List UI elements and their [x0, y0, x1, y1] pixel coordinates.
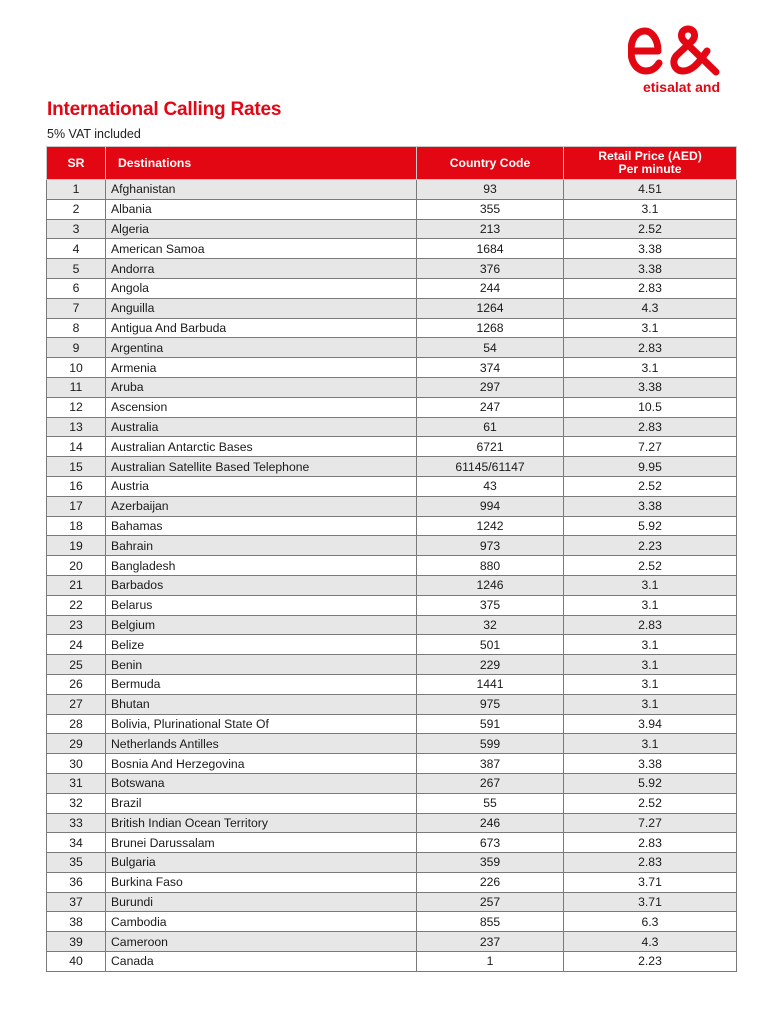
row-destination: Australian Antarctic Bases [106, 437, 417, 457]
row-price: 4.3 [564, 298, 737, 318]
row-price: 2.23 [564, 536, 737, 556]
row-destination: Cameroon [106, 932, 417, 952]
row-sr: 29 [47, 734, 106, 754]
table-row [47, 417, 737, 437]
row-destination: Cambodia [106, 912, 417, 932]
row-sr: 15 [47, 457, 106, 477]
row-price: 4.51 [564, 180, 737, 200]
table-row [47, 397, 737, 417]
header-country-code: Country Code [417, 147, 564, 180]
row-destination: Azerbaijan [106, 496, 417, 516]
row-destination: Canada [106, 952, 417, 972]
row-country-code: 43 [417, 476, 564, 496]
row-destination: Bahamas [106, 516, 417, 536]
table-row [47, 674, 737, 694]
row-country-code: 994 [417, 496, 564, 516]
row-price: 7.27 [564, 437, 737, 457]
table-row [47, 694, 737, 714]
row-sr: 19 [47, 536, 106, 556]
row-country-code: 387 [417, 754, 564, 774]
row-destination: Austria [106, 476, 417, 496]
row-sr: 25 [47, 655, 106, 675]
row-price: 2.83 [564, 853, 737, 873]
header-price-line1: Retail Price (AED) [598, 149, 702, 164]
row-price: 9.95 [564, 457, 737, 477]
table-row [47, 338, 737, 358]
row-country-code: 55 [417, 793, 564, 813]
table-row [47, 615, 737, 635]
row-country-code: 599 [417, 734, 564, 754]
row-destination: Antigua And Barbuda [106, 318, 417, 338]
table-row [47, 714, 737, 734]
row-sr: 27 [47, 694, 106, 714]
row-destination: Burkina Faso [106, 872, 417, 892]
row-sr: 37 [47, 892, 106, 912]
row-destination: Ascension [106, 397, 417, 417]
table-row [47, 180, 737, 200]
row-price: 2.52 [564, 219, 737, 239]
table-row [47, 239, 737, 259]
table-row [47, 437, 737, 457]
row-destination: Algeria [106, 219, 417, 239]
row-sr: 17 [47, 496, 106, 516]
row-sr: 36 [47, 872, 106, 892]
row-price: 2.83 [564, 615, 737, 635]
row-destination: Angola [106, 278, 417, 298]
row-price: 3.38 [564, 496, 737, 516]
row-country-code: 213 [417, 219, 564, 239]
row-price: 2.83 [564, 833, 737, 853]
row-sr: 1 [47, 180, 106, 200]
row-sr: 28 [47, 714, 106, 734]
row-sr: 22 [47, 595, 106, 615]
e-and-logo-icon [628, 24, 720, 76]
row-price: 3.94 [564, 714, 737, 734]
rates-table [46, 146, 737, 972]
row-price: 3.38 [564, 754, 737, 774]
row-sr: 33 [47, 813, 106, 833]
table-row [47, 872, 737, 892]
row-sr: 31 [47, 773, 106, 793]
row-price: 3.38 [564, 377, 737, 397]
row-destination: Armenia [106, 358, 417, 378]
row-destination: Belgium [106, 615, 417, 635]
row-price: 3.71 [564, 892, 737, 912]
row-destination: Bhutan [106, 694, 417, 714]
row-sr: 10 [47, 358, 106, 378]
row-sr: 23 [47, 615, 106, 635]
row-sr: 7 [47, 298, 106, 318]
row-country-code: 359 [417, 853, 564, 873]
row-sr: 21 [47, 575, 106, 595]
row-country-code: 1242 [417, 516, 564, 536]
row-price: 4.3 [564, 932, 737, 952]
row-country-code: 673 [417, 833, 564, 853]
table-header-row [47, 147, 737, 180]
row-country-code: 376 [417, 259, 564, 279]
table-row [47, 773, 737, 793]
table-row [47, 635, 737, 655]
row-price: 7.27 [564, 813, 737, 833]
row-destination: Belarus [106, 595, 417, 615]
table-row [47, 833, 737, 853]
table-row [47, 793, 737, 813]
table-row [47, 853, 737, 873]
table-row [47, 278, 737, 298]
row-destination: Bermuda [106, 674, 417, 694]
header-sr: SR [47, 147, 106, 180]
row-destination: Botswana [106, 773, 417, 793]
row-sr: 6 [47, 278, 106, 298]
row-sr: 8 [47, 318, 106, 338]
row-sr: 35 [47, 853, 106, 873]
table-row [47, 932, 737, 952]
table-row [47, 199, 737, 219]
header-retail-price [564, 147, 737, 180]
row-sr: 14 [47, 437, 106, 457]
row-price: 3.1 [564, 734, 737, 754]
row-country-code: 61 [417, 417, 564, 437]
table-row [47, 556, 737, 576]
table-row [47, 377, 737, 397]
row-country-code: 297 [417, 377, 564, 397]
row-price: 3.38 [564, 239, 737, 259]
row-price: 3.1 [564, 655, 737, 675]
table-row [47, 259, 737, 279]
row-country-code: 244 [417, 278, 564, 298]
row-price: 2.52 [564, 793, 737, 813]
table-row [47, 516, 737, 536]
row-country-code: 591 [417, 714, 564, 734]
row-price: 3.1 [564, 674, 737, 694]
row-sr: 38 [47, 912, 106, 932]
row-country-code: 855 [417, 912, 564, 932]
row-country-code: 375 [417, 595, 564, 615]
row-destination: Burundi [106, 892, 417, 912]
row-sr: 12 [47, 397, 106, 417]
row-price: 5.92 [564, 516, 737, 536]
row-price: 3.1 [564, 318, 737, 338]
row-sr: 18 [47, 516, 106, 536]
row-price: 3.71 [564, 872, 737, 892]
row-sr: 11 [47, 377, 106, 397]
row-destination: Benin [106, 655, 417, 675]
row-destination: Belize [106, 635, 417, 655]
row-sr: 9 [47, 338, 106, 358]
table-row [47, 734, 737, 754]
row-country-code: 247 [417, 397, 564, 417]
table-row [47, 496, 737, 516]
table-row [47, 912, 737, 932]
row-destination: Australia [106, 417, 417, 437]
brand-logo [628, 24, 720, 95]
row-destination: Bahrain [106, 536, 417, 556]
row-country-code: 1441 [417, 674, 564, 694]
row-destination: Argentina [106, 338, 417, 358]
table-row [47, 298, 737, 318]
row-country-code: 975 [417, 694, 564, 714]
row-destination: Afghanistan [106, 180, 417, 200]
row-sr: 32 [47, 793, 106, 813]
table-row [47, 892, 737, 912]
row-sr: 2 [47, 199, 106, 219]
row-sr: 30 [47, 754, 106, 774]
row-price: 2.83 [564, 278, 737, 298]
row-destination: Brunei Darussalam [106, 833, 417, 853]
row-sr: 13 [47, 417, 106, 437]
row-sr: 5 [47, 259, 106, 279]
row-sr: 26 [47, 674, 106, 694]
row-country-code: 93 [417, 180, 564, 200]
row-price: 3.1 [564, 199, 737, 219]
row-sr: 4 [47, 239, 106, 259]
table-row [47, 813, 737, 833]
row-destination: Albania [106, 199, 417, 219]
table-row [47, 358, 737, 378]
row-sr: 39 [47, 932, 106, 952]
row-destination: Aruba [106, 377, 417, 397]
row-destination: Bulgaria [106, 853, 417, 873]
vat-note: 5% VAT included [47, 127, 141, 141]
row-country-code: 973 [417, 536, 564, 556]
row-destination: Anguilla [106, 298, 417, 318]
row-price: 2.52 [564, 556, 737, 576]
row-country-code: 1 [417, 952, 564, 972]
row-price: 3.1 [564, 694, 737, 714]
row-sr: 40 [47, 952, 106, 972]
row-destination: Bangladesh [106, 556, 417, 576]
table-row [47, 952, 737, 972]
table-row [47, 655, 737, 675]
row-country-code: 229 [417, 655, 564, 675]
row-country-code: 267 [417, 773, 564, 793]
table-row [47, 457, 737, 477]
table-row [47, 476, 737, 496]
table-body [47, 180, 737, 972]
row-country-code: 32 [417, 615, 564, 635]
row-price: 3.1 [564, 595, 737, 615]
row-price: 5.92 [564, 773, 737, 793]
row-country-code: 1264 [417, 298, 564, 318]
header-destinations: Destinations [106, 147, 417, 180]
row-price: 2.23 [564, 952, 737, 972]
row-price: 2.83 [564, 417, 737, 437]
row-destination: Australian Satellite Based Telephone [106, 457, 417, 477]
row-country-code: 246 [417, 813, 564, 833]
brand-name: etisalat and [642, 79, 720, 95]
table-row [47, 595, 737, 615]
row-country-code: 226 [417, 872, 564, 892]
table-row [47, 536, 737, 556]
row-country-code: 61145/61147 [417, 457, 564, 477]
row-destination: Bolivia, Plurinational State Of [106, 714, 417, 734]
table-row [47, 754, 737, 774]
row-country-code: 501 [417, 635, 564, 655]
row-destination: Andorra [106, 259, 417, 279]
row-country-code: 257 [417, 892, 564, 912]
row-sr: 34 [47, 833, 106, 853]
row-destination: Netherlands Antilles [106, 734, 417, 754]
table-row [47, 318, 737, 338]
row-country-code: 54 [417, 338, 564, 358]
row-price: 6.3 [564, 912, 737, 932]
row-price: 3.1 [564, 358, 737, 378]
row-price: 3.1 [564, 635, 737, 655]
row-destination: British Indian Ocean Territory [106, 813, 417, 833]
row-price: 2.83 [564, 338, 737, 358]
row-country-code: 1246 [417, 575, 564, 595]
page-title: International Calling Rates [47, 99, 282, 120]
row-sr: 20 [47, 556, 106, 576]
row-price: 3.38 [564, 259, 737, 279]
row-destination: Barbados [106, 575, 417, 595]
row-country-code: 1268 [417, 318, 564, 338]
row-sr: 16 [47, 476, 106, 496]
table-row [47, 219, 737, 239]
row-country-code: 6721 [417, 437, 564, 457]
row-price: 3.1 [564, 575, 737, 595]
row-country-code: 374 [417, 358, 564, 378]
header-price-line2: Per minute [618, 162, 682, 176]
row-destination: Brazil [106, 793, 417, 813]
row-destination: American Samoa [106, 239, 417, 259]
row-price: 10.5 [564, 397, 737, 417]
table-row [47, 575, 737, 595]
row-country-code: 355 [417, 199, 564, 219]
row-sr: 3 [47, 219, 106, 239]
row-destination: Bosnia And Herzegovina [106, 754, 417, 774]
row-country-code: 880 [417, 556, 564, 576]
row-country-code: 1684 [417, 239, 564, 259]
row-sr: 24 [47, 635, 106, 655]
row-price: 2.52 [564, 476, 737, 496]
row-country-code: 237 [417, 932, 564, 952]
